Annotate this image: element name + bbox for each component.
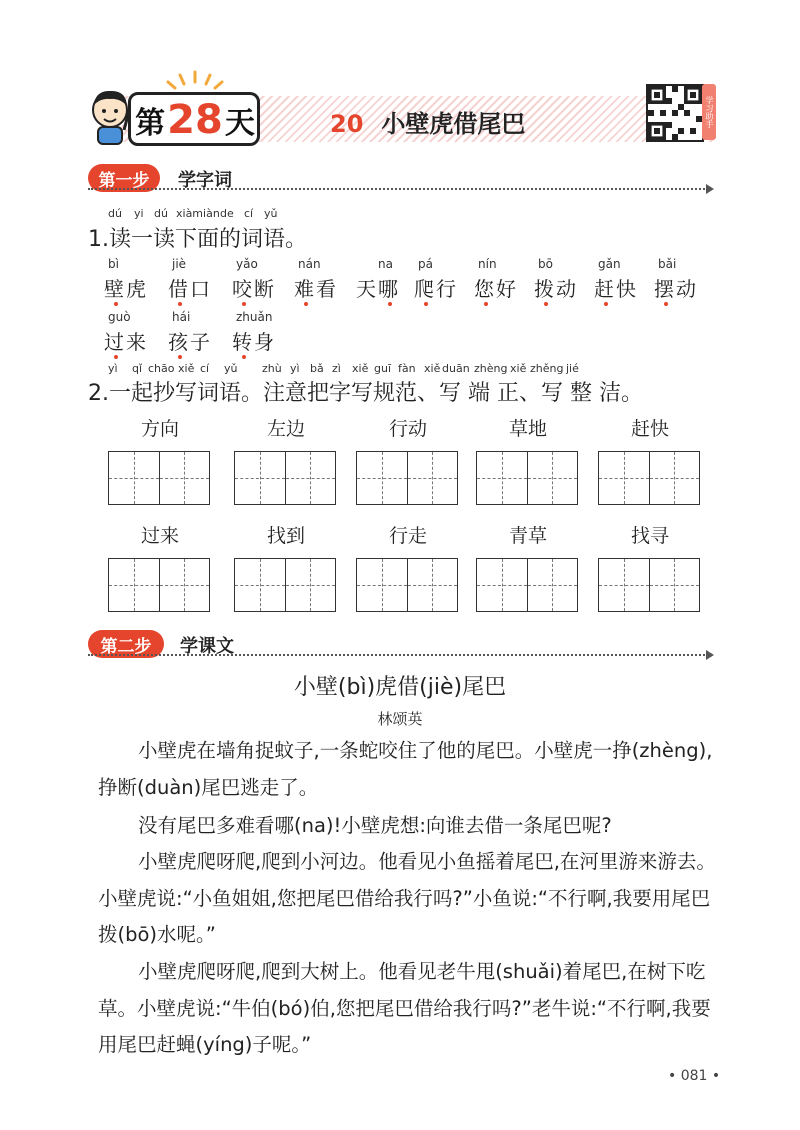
- q2-pinyin: zì: [332, 362, 341, 375]
- day-prefix: 第: [135, 106, 166, 141]
- step2-arrow-icon: [706, 650, 714, 660]
- text-title: 小壁(bì)虎借(jiè)尾巴: [293, 675, 507, 700]
- step1-divider: [88, 188, 708, 190]
- emphasis-dot: [178, 302, 182, 306]
- q2-pinyin: xiě: [178, 362, 195, 375]
- lesson-title: 小壁虎借尾巴: [381, 110, 526, 138]
- q2-pinyin: zhèng: [474, 362, 508, 375]
- q2-pinyin: zhěng: [530, 362, 564, 375]
- word-item: guò 过来: [104, 310, 148, 354]
- q2-pinyin: cí: [200, 362, 210, 375]
- q2-pinyin: xiě: [424, 362, 441, 375]
- q2-pinyin: yì: [108, 362, 118, 375]
- q1-pinyin-6: cí: [244, 207, 254, 220]
- word-item: na 天哪: [356, 257, 400, 301]
- step1-label: 第一步: [88, 164, 160, 192]
- q1-instruction: 1.读一读下面的词语。: [88, 227, 307, 252]
- word-item: pá 爬行: [414, 257, 458, 301]
- q2-pinyin: yǔ: [224, 362, 238, 375]
- writing-grid[interactable]: [234, 451, 336, 505]
- word-item: nín 您好: [474, 257, 518, 301]
- step1-title: 学字词: [178, 170, 232, 191]
- copy-word: 左边: [266, 418, 305, 440]
- q2-pinyin: guī: [374, 362, 392, 375]
- step2-label: 第二步: [88, 630, 164, 658]
- word-item: bǎi 摆动: [654, 257, 698, 301]
- qr-code-icon[interactable]: [646, 84, 704, 142]
- copy-word: 青草: [508, 525, 547, 547]
- q2-pinyin: jié: [566, 362, 579, 375]
- text-author: 林颂英: [377, 710, 423, 728]
- word-item: bì 壁虎: [104, 257, 148, 301]
- writing-grid[interactable]: [356, 558, 458, 612]
- lesson-heading: [330, 104, 525, 139]
- writing-grid[interactable]: [356, 451, 458, 505]
- writing-grid[interactable]: [598, 451, 700, 505]
- emphasis-dot: [304, 302, 308, 306]
- q2-pinyin: xiě: [510, 362, 527, 375]
- q2-pinyin: xiě: [352, 362, 369, 375]
- page-number: • 081 •: [668, 1068, 721, 1084]
- copy-word: 过来: [140, 525, 179, 547]
- emphasis-dot: [388, 302, 392, 306]
- paragraph-2: 没有尾巴多难看哪(na)!小壁虎想:向谁去借一条尾巴呢?: [138, 814, 612, 837]
- q2-instruction: 2.一起抄写词语。注意把字写规范、写 端 正、写 整 洁。: [88, 381, 643, 406]
- emphasis-dot: [424, 302, 428, 306]
- copy-word: 找寻: [630, 525, 669, 547]
- emphasis-dot: [242, 355, 246, 359]
- word-item: nán 难看: [294, 257, 338, 301]
- copy-word: 找到: [266, 525, 305, 547]
- emphasis-dot: [114, 302, 118, 306]
- emphasis-dot: [178, 355, 182, 359]
- writing-grid[interactable]: [108, 558, 210, 612]
- q1-pinyin-2: yi: [134, 207, 144, 220]
- word-item: yǎo 咬断: [232, 257, 276, 301]
- emphasis-dot: [242, 302, 246, 306]
- day-label: [132, 98, 258, 142]
- word-item: jiè 借口: [168, 257, 212, 301]
- step2-divider: [88, 654, 708, 656]
- q2-pinyin: zhù: [262, 362, 282, 375]
- word-item: zhuǎn 转身: [232, 310, 276, 354]
- copy-word: 行动: [388, 418, 427, 440]
- q1-pinyin-4: xiàmiàn: [176, 207, 220, 220]
- qr-side-label: 学习助手: [702, 84, 716, 140]
- emphasis-dot: [484, 302, 488, 306]
- paragraph-4: 小壁虎爬呀爬,爬到大树上。他看见老牛甩(shuǎi)着尾巴,在树下吃草。小壁虎说:“牛伯(bó)伯,您把尾巴借给我行吗?”老牛说:“不行啊,我要用尾巴赶蝇(yíng)子呢。”: [98, 960, 711, 1056]
- lesson-number: 20: [330, 110, 364, 138]
- paragraph-3: 小壁虎爬呀爬,爬到小河边。他看见小鱼摇着尾巴,在河里游来游去。小壁虎说:“小鱼姐姐,您把尾巴借给我行吗?”小鱼说:“不行啊,我要用尾巴拨(bō)水呢。”: [98, 850, 716, 946]
- copy-word: 赶快: [630, 418, 669, 440]
- emphasis-dot: [604, 302, 608, 306]
- q1-pinyin-3: dú: [154, 207, 168, 220]
- writing-grid[interactable]: [108, 451, 210, 505]
- word-item: gǎn 赶快: [594, 257, 638, 301]
- writing-grid[interactable]: [598, 558, 700, 612]
- q2-pinyin: yì: [290, 362, 300, 375]
- paragraph-1: 小壁虎在墙角捉蚊子,一条蛇咬住了他的尾巴。小壁虎一挣(zhèng),挣断(duàn)尾巴逃走了。: [98, 739, 713, 799]
- q1-pinyin-7: yǔ: [264, 207, 278, 220]
- copy-word: 草地: [508, 418, 547, 440]
- copy-word: 行走: [388, 525, 427, 547]
- q2-pinyin: fàn: [398, 362, 416, 375]
- emphasis-dot: [664, 302, 668, 306]
- writing-grid[interactable]: [234, 558, 336, 612]
- q2-pinyin: chāo: [148, 362, 175, 375]
- writing-grid[interactable]: [476, 558, 578, 612]
- word-item: bō 拨动: [534, 257, 578, 301]
- sun-rays-icon: [160, 70, 230, 94]
- word-item: hái 孩子: [168, 310, 212, 354]
- copy-word: 方向: [140, 418, 179, 440]
- day-suffix: 天: [224, 106, 255, 141]
- day-number: 28: [167, 97, 223, 143]
- q2-pinyin: duān: [442, 362, 470, 375]
- emphasis-dot: [544, 302, 548, 306]
- q1-pinyin-5: de: [220, 207, 234, 220]
- step1-arrow-icon: [706, 184, 714, 194]
- emphasis-dot: [114, 355, 118, 359]
- writing-grid[interactable]: [476, 451, 578, 505]
- step2-title: 学课文: [180, 636, 234, 657]
- q2-pinyin: bǎ: [310, 362, 324, 375]
- q1-pinyin-1: dú: [108, 207, 122, 220]
- q2-pinyin: qǐ: [132, 362, 143, 375]
